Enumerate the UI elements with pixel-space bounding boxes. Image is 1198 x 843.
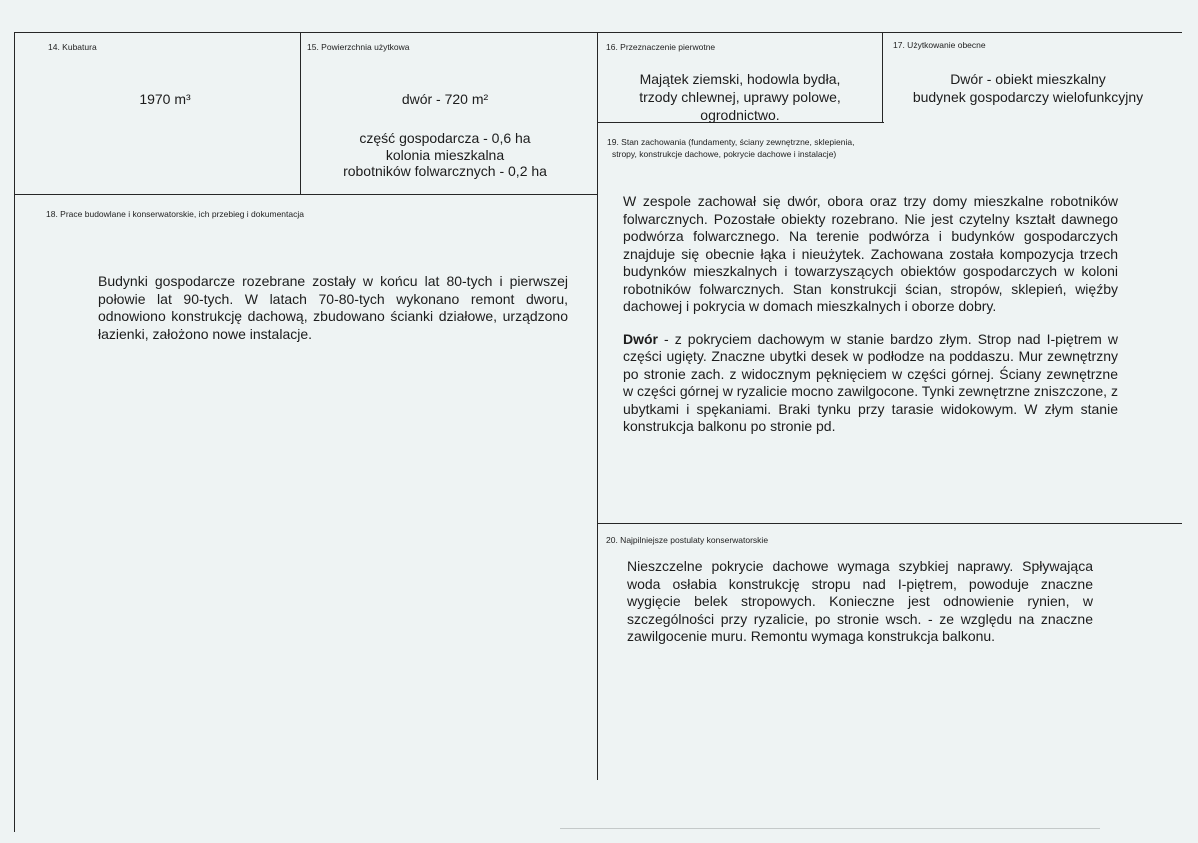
- field-15-value-gospodarcza: część gospodarcza - 0,6 ha: [359, 130, 531, 146]
- field-15-value-robotnikow: robotników folwarcznych - 0,2 ha: [343, 163, 547, 179]
- field-15-value-kolonia: kolonia mieszkalna: [385, 147, 505, 163]
- field-17-line2: budynek gospodarczy wielofunkcyjny: [912, 89, 1144, 105]
- field-19-label-line2: stropy, konstrukcje dachowe, pokrycie dachowe i instalacje): [612, 149, 837, 159]
- field-15-value-dwor: dwór - 720 m²: [401, 91, 489, 107]
- field-19-label-line1: 19. Stan zachowania (fundamenty, ściany zewnętrzne, sklepienia,: [607, 137, 855, 147]
- field-16-line2: trzody chlewnej, uprawy polowe,: [639, 89, 841, 105]
- field-16-line1: Majątek ziemski, hodowla bydła,: [639, 71, 841, 87]
- field-20-label: 20. Najpilniejsze postulaty konserwatorskie: [606, 535, 769, 545]
- field-19-dwor-text: - z pokryciem dachowym w stanie bardzo złym. Strop nad I-piętrem w części ugięty. Znaczne ubytki desek w podłodze na poddaszu. Mur zewnętrzny po stronie zach. z widocznym pęknięciem w części górnej. Ściany zewnętrzne w części górnej w ryzalicie mocno zawilgocone. Tynki zewnętrzne zniszczone, z ubytkami i spękaniami. Braki tynku przy tarasie widokowym. W złym stanie konstrukcja balkonu po stronie pd.: [623, 330, 1118, 434]
- field-17-line1: Dwór - obiekt mieszkalny: [950, 71, 1106, 87]
- left-border: [14, 32, 15, 832]
- field-17-label: 17. Użytkowanie obecne: [893, 40, 986, 50]
- field-16-label: 16. Przeznaczenie pierwotne: [606, 42, 716, 52]
- top-border: [14, 32, 1182, 33]
- field-16-line3: ogrodnictwo.: [700, 107, 780, 123]
- field-14-label: 14. Kubatura: [48, 42, 97, 52]
- field-19-text: [623, 193, 1118, 436]
- field-15-label: 15. Powierzchnia użytkowa: [307, 42, 410, 52]
- field-18-text: Budynki gospodarcze rozebrane zostały w końcu lat 80-tych i pierwszej połowie lat 90-tych. W latach 70-80-tych wykonano remont dworu, odnowiono konstrukcję dachową, zbudowano ścianki działowe, urządzono łazienki, założono nowe instalacje.: [98, 273, 568, 342]
- field-14-value: 1970 m³: [139, 91, 191, 107]
- field-19-paragraph-2: [623, 331, 1118, 436]
- scan-edge-bottom: [560, 828, 1100, 829]
- divider-center: [597, 32, 598, 780]
- divider-below-14-15: [14, 194, 598, 195]
- field-19-paragraph-1: W zespole zachował się dwór, obora oraz trzy domy mieszkalne robotników folwarcznych. Pozostałe obiekty rozebrano. Nie jest czytelny kształt dawnego podwórza folwarcznego. Na terenie podwórza i budynków gospodarczych znajduje się obecnie łąka i nieużytek. Zachowana została kompozycja trzech budynków mieszkalnych i towarzyszących obiektów gospodarczych w koloni robotników folwarcznych. Stan konstrukcji ścian, stropów, sklepień, więźby dachowej i pokrycia w domach mieszkalnych i oborze dobry.: [623, 193, 1118, 314]
- field-20-text: Nieszczelne pokrycie dachowe wymaga szybkiej naprawy. Spływająca woda osłabia konstrukcję stropu nad I-piętrem, powoduje znaczne wygięcie belek stropowych. Konieczne jest odnowienie rynien, w szczególności przy ryzalicie, po stronie wsch. - ze względu na znaczne zawilgocenie muru. Remontu wymaga konstrukcja balkonu.: [627, 558, 1093, 644]
- field-19-dwor-heading: Dwór: [623, 330, 658, 347]
- field-18-label: 18. Prace budowlane i konserwatorskie, ich przebieg i dokumentacja: [46, 209, 304, 219]
- divider-above-20: [597, 523, 1182, 524]
